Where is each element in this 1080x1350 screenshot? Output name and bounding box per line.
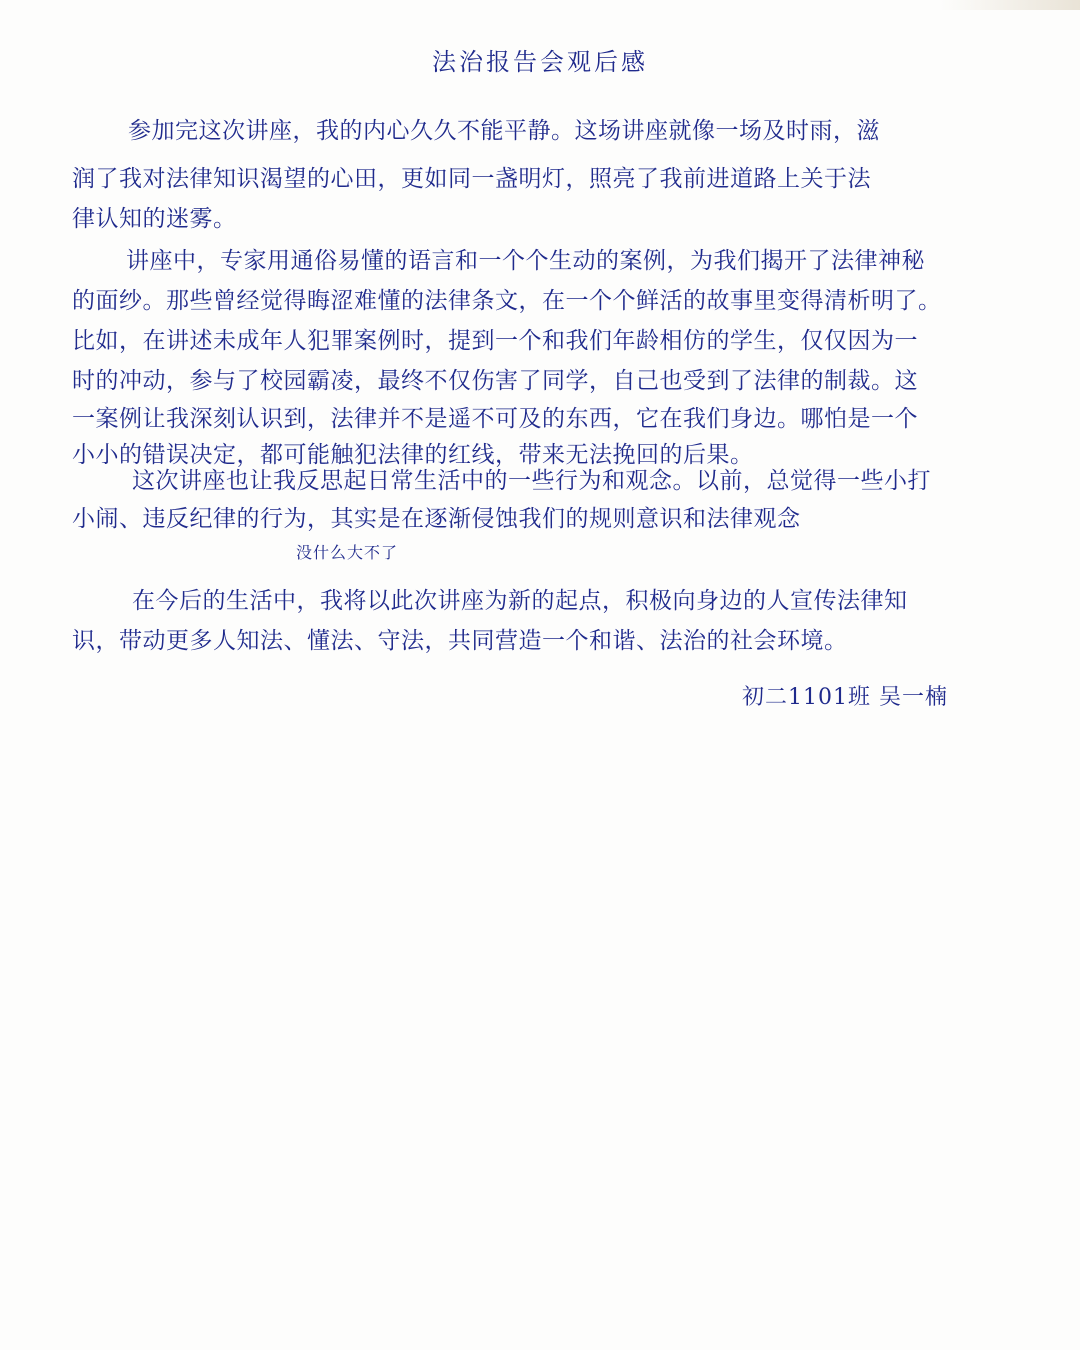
essay-line: 的面纱。那些曾经觉得晦涩难懂的法律条文，在一个个鲜活的故事里变得清析明了。 <box>72 288 942 314</box>
essay-line: 小闹、违反纪律的行为，其实是在逐渐侵蚀我们的规则意识和法律观念 <box>72 506 801 532</box>
essay-line: 润了我对法律知识渴望的心田，更如同一盏明灯，照亮了我前进道路上关于法 <box>72 166 871 192</box>
essay-line: 律认知的迷雾。 <box>72 206 237 232</box>
essay-title: 法治报告会观后感 <box>432 48 648 76</box>
essay-line: 在今后的生活中，我将以此次讲座为新的起点，积极向身边的人宣传法律知 <box>132 588 908 614</box>
essay-line: 小小的错误决定，都可能触犯法律的红线，带来无法挽回的后果。 <box>72 442 754 468</box>
essay-line: 这次讲座也让我反思起日常生活中的一些行为和观念。以前，总觉得一些小打 <box>132 468 931 494</box>
essay-line: 参加完这次讲座，我的内心久久不能平静。这场讲座就像一场及时雨，滋 <box>128 118 880 144</box>
author-signature: 初二1101班 吴一楠 <box>742 685 948 710</box>
essay-line: 讲座中，专家用通俗易懂的语言和一个个生动的案例，为我们揭开了法律神秘 <box>126 248 925 274</box>
essay-line: 时的冲动，参与了校园霸凌，最终不仅伤害了同学，自己也受到了法律的制裁。这 <box>72 368 918 394</box>
paper-edge-shadow <box>940 0 1080 10</box>
essay-line: 一案例让我深刻认识到，法律并不是遥不可及的东西，它在我们身边。哪怕是一个 <box>72 406 918 432</box>
essay-line: 比如，在讲述未成年人犯罪案例时，提到一个和我们年龄相仿的学生，仅仅因为一 <box>72 328 918 354</box>
essay-line: 识，带动更多人知法、懂法、守法，共同营造一个和谐、法治的社会环境。 <box>72 628 848 654</box>
handwritten-insertion: 没什么大不了 <box>296 543 399 562</box>
